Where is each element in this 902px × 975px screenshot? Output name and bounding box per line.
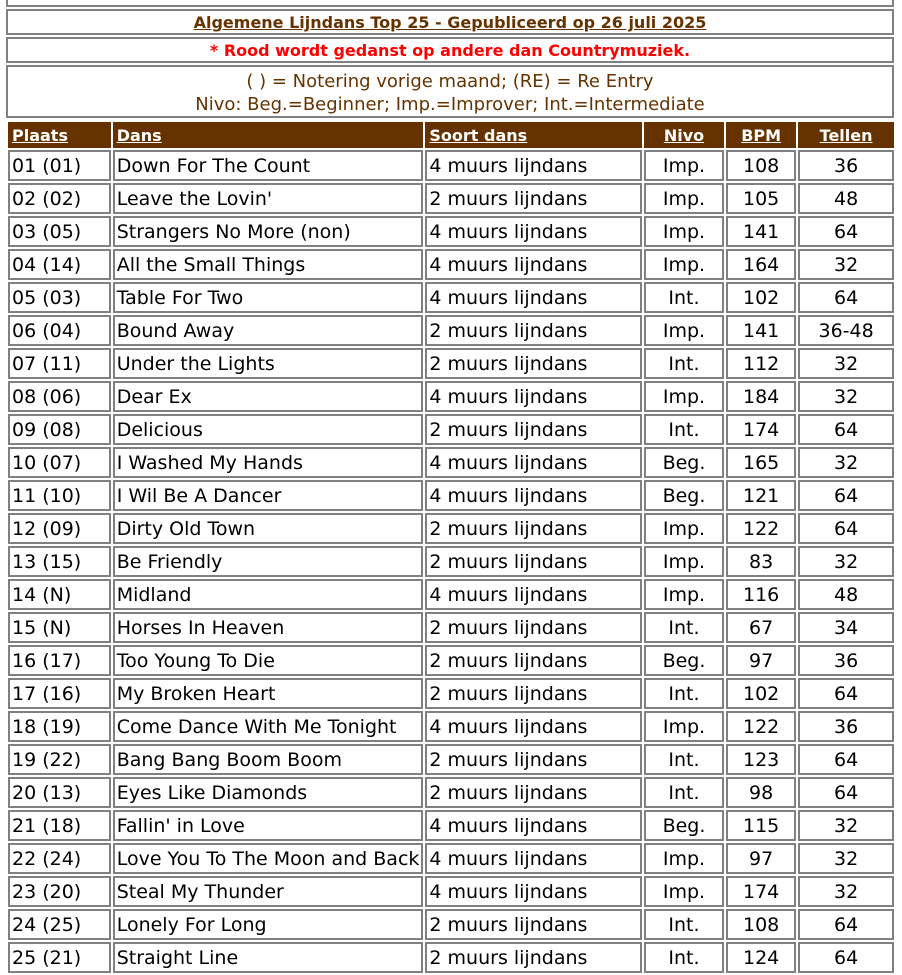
cell-nivo: Imp.: [644, 249, 724, 280]
cell-nivo: Int.: [644, 744, 724, 775]
dance-top25-table: [6, 120, 896, 975]
cell-dans[interactable]: Dirty Old Town: [113, 513, 424, 544]
cell-nivo: Imp.: [644, 315, 724, 346]
table-row: [8, 447, 894, 478]
cell-nivo: Int.: [644, 942, 724, 973]
cell-dans[interactable]: Come Dance With Me Tonight: [113, 711, 424, 742]
table-row: [8, 810, 894, 841]
cell-plaats: 22 (24): [8, 843, 111, 874]
table-row: [8, 348, 894, 379]
cell-bpm: 97: [726, 645, 796, 676]
cell-tellen: 48: [798, 579, 894, 610]
cell-bpm: 164: [726, 249, 796, 280]
cell-dans[interactable]: Bound Away: [113, 315, 424, 346]
cell-tellen: 64: [798, 942, 894, 973]
col-plaats[interactable]: Plaats: [8, 122, 111, 148]
cell-soort-dans: 4 muurs lijndans: [425, 150, 641, 181]
table-row: [8, 744, 894, 775]
cell-bpm: 112: [726, 348, 796, 379]
cell-nivo: Imp.: [644, 843, 724, 874]
cell-dans[interactable]: My Broken Heart: [113, 678, 424, 709]
cell-bpm: 122: [726, 711, 796, 742]
cell-soort-dans: 2 muurs lijndans: [425, 909, 641, 940]
table-row: [8, 183, 894, 214]
cell-tellen: 64: [798, 678, 894, 709]
cell-dans[interactable]: Dear Ex: [113, 381, 424, 412]
col-tellen[interactable]: Tellen: [798, 122, 894, 148]
legend-box: [6, 65, 894, 118]
table-row: [8, 315, 894, 346]
cell-soort-dans: 2 muurs lijndans: [425, 414, 641, 445]
cell-plaats: 20 (13): [8, 777, 111, 808]
cell-bpm: 121: [726, 480, 796, 511]
cell-nivo: Imp.: [644, 579, 724, 610]
table-row: [8, 282, 894, 313]
cell-dans[interactable]: Fallin' in Love: [113, 810, 424, 841]
cell-nivo: Beg.: [644, 645, 724, 676]
col-soort-dans[interactable]: Soort dans: [425, 122, 641, 148]
cell-soort-dans: 2 muurs lijndans: [425, 744, 641, 775]
title-box: [6, 9, 894, 35]
cell-soort-dans: 2 muurs lijndans: [425, 777, 641, 808]
cell-dans[interactable]: Straight Line: [113, 942, 424, 973]
cell-bpm: 102: [726, 282, 796, 313]
cell-soort-dans: 4 muurs lijndans: [425, 876, 641, 907]
cell-soort-dans: 2 muurs lijndans: [425, 645, 641, 676]
cell-nivo: Int.: [644, 777, 724, 808]
table-row: [8, 414, 894, 445]
cell-bpm: 123: [726, 744, 796, 775]
cell-bpm: 116: [726, 579, 796, 610]
cell-nivo: Int.: [644, 612, 724, 643]
cell-soort-dans: 2 muurs lijndans: [425, 612, 641, 643]
red-note: * Rood wordt gedanst op andere dan Countrymuziek.: [209, 41, 691, 60]
cell-tellen: 36-48: [798, 315, 894, 346]
cell-dans[interactable]: Love You To The Moon and Back: [113, 843, 424, 874]
cell-dans[interactable]: I Washed My Hands: [113, 447, 424, 478]
cell-soort-dans: 4 muurs lijndans: [425, 249, 641, 280]
cell-dans[interactable]: Steal My Thunder: [113, 876, 424, 907]
cell-bpm: 108: [726, 150, 796, 181]
cell-nivo: Imp.: [644, 513, 724, 544]
cell-bpm: 141: [726, 216, 796, 247]
cell-plaats: 18 (19): [8, 711, 111, 742]
col-dans[interactable]: Dans: [113, 122, 424, 148]
cell-dans[interactable]: Too Young To Die: [113, 645, 424, 676]
cell-tellen: 64: [798, 480, 894, 511]
table-row: [8, 546, 894, 577]
cell-bpm: 108: [726, 909, 796, 940]
cell-plaats: 19 (22): [8, 744, 111, 775]
cell-plaats: 02 (02): [8, 183, 111, 214]
cell-bpm: 124: [726, 942, 796, 973]
cell-nivo: Imp.: [644, 546, 724, 577]
cell-bpm: 165: [726, 447, 796, 478]
cell-plaats: 25 (21): [8, 942, 111, 973]
cell-nivo: Imp.: [644, 150, 724, 181]
top-border-strip: [6, 0, 894, 7]
table-row: [8, 612, 894, 643]
cell-plaats: 21 (18): [8, 810, 111, 841]
cell-plaats: 01 (01): [8, 150, 111, 181]
cell-soort-dans: 4 muurs lijndans: [425, 810, 641, 841]
cell-dans[interactable]: Down For The Count: [113, 150, 424, 181]
cell-plaats: 07 (11): [8, 348, 111, 379]
cell-soort-dans: 4 muurs lijndans: [425, 843, 641, 874]
table-row: [8, 909, 894, 940]
cell-nivo: Imp.: [644, 876, 724, 907]
cell-plaats: 10 (07): [8, 447, 111, 478]
cell-tellen: 48: [798, 183, 894, 214]
table-header-row: [8, 122, 894, 148]
cell-soort-dans: 2 muurs lijndans: [425, 183, 641, 214]
cell-tellen: 36: [798, 150, 894, 181]
cell-bpm: 102: [726, 678, 796, 709]
cell-soort-dans: 2 muurs lijndans: [425, 942, 641, 973]
cell-bpm: 122: [726, 513, 796, 544]
cell-tellen: 34: [798, 612, 894, 643]
cell-tellen: 32: [798, 249, 894, 280]
cell-nivo: Int.: [644, 348, 724, 379]
cell-tellen: 36: [798, 711, 894, 742]
cell-dans[interactable]: Be Friendly: [113, 546, 424, 577]
cell-plaats: 11 (10): [8, 480, 111, 511]
cell-tellen: 64: [798, 282, 894, 313]
legend-line-1: ( ) = Notering vorige maand; (RE) = Re Entry: [246, 71, 654, 92]
cell-nivo: Beg.: [644, 480, 724, 511]
cell-dans[interactable]: Strangers No More (non): [113, 216, 424, 247]
table-row: [8, 480, 894, 511]
table-row: [8, 381, 894, 412]
cell-nivo: Imp.: [644, 183, 724, 214]
col-nivo[interactable]: Nivo: [644, 122, 724, 148]
cell-plaats: 12 (09): [8, 513, 111, 544]
page-title: Algemene Lijndans Top 25 - Gepubliceerd op 26 juli 2025: [193, 13, 707, 32]
cell-dans[interactable]: Leave the Lovin': [113, 183, 424, 214]
cell-plaats: 15 (N): [8, 612, 111, 643]
cell-soort-dans: 4 muurs lijndans: [425, 480, 641, 511]
cell-tellen: 32: [798, 447, 894, 478]
cell-soort-dans: 4 muurs lijndans: [425, 447, 641, 478]
cell-soort-dans: 2 muurs lijndans: [425, 348, 641, 379]
cell-plaats: 04 (14): [8, 249, 111, 280]
cell-plaats: 17 (16): [8, 678, 111, 709]
cell-tellen: 64: [798, 744, 894, 775]
cell-nivo: Int.: [644, 909, 724, 940]
cell-soort-dans: 4 muurs lijndans: [425, 282, 641, 313]
cell-bpm: 141: [726, 315, 796, 346]
table-row: [8, 942, 894, 973]
cell-soort-dans: 4 muurs lijndans: [425, 216, 641, 247]
cell-plaats: 13 (15): [8, 546, 111, 577]
cell-bpm: 174: [726, 876, 796, 907]
cell-tellen: 64: [798, 909, 894, 940]
table-row: [8, 711, 894, 742]
cell-bpm: 174: [726, 414, 796, 445]
cell-dans[interactable]: Table For Two: [113, 282, 424, 313]
cell-tellen: 64: [798, 513, 894, 544]
cell-nivo: Imp.: [644, 216, 724, 247]
table-row: [8, 843, 894, 874]
cell-tellen: 32: [798, 843, 894, 874]
cell-tellen: 32: [798, 381, 894, 412]
cell-plaats: 24 (25): [8, 909, 111, 940]
cell-soort-dans: 4 muurs lijndans: [425, 579, 641, 610]
table-row: [8, 777, 894, 808]
cell-dans[interactable]: Horses In Heaven: [113, 612, 424, 643]
cell-tellen: 36: [798, 645, 894, 676]
col-bpm[interactable]: BPM: [726, 122, 796, 148]
cell-tellen: 64: [798, 777, 894, 808]
cell-plaats: 08 (06): [8, 381, 111, 412]
table-row: [8, 645, 894, 676]
cell-plaats: 05 (03): [8, 282, 111, 313]
legend-line-2: Nivo: Beg.=Beginner; Imp.=Improver; Int.=Intermediate: [195, 94, 705, 115]
cell-tellen: 32: [798, 348, 894, 379]
cell-soort-dans: 2 muurs lijndans: [425, 513, 641, 544]
red-note-box: [6, 37, 894, 63]
cell-soort-dans: 2 muurs lijndans: [425, 315, 641, 346]
cell-nivo: Beg.: [644, 447, 724, 478]
table-row: [8, 513, 894, 544]
table-row: [8, 216, 894, 247]
cell-dans[interactable]: Midland: [113, 579, 424, 610]
cell-plaats: 14 (N): [8, 579, 111, 610]
cell-dans[interactable]: I Wil Be A Dancer: [113, 480, 424, 511]
cell-dans[interactable]: Eyes Like Diamonds: [113, 777, 424, 808]
cell-dans[interactable]: Delicious: [113, 414, 424, 445]
cell-nivo: Beg.: [644, 810, 724, 841]
cell-bpm: 115: [726, 810, 796, 841]
cell-plaats: 06 (04): [8, 315, 111, 346]
cell-bpm: 83: [726, 546, 796, 577]
table-row: [8, 579, 894, 610]
cell-tellen: 32: [798, 546, 894, 577]
cell-dans[interactable]: All the Small Things: [113, 249, 424, 280]
cell-bpm: 105: [726, 183, 796, 214]
cell-plaats: 09 (08): [8, 414, 111, 445]
table-body: [8, 150, 894, 973]
table-row: [8, 876, 894, 907]
cell-nivo: Int.: [644, 282, 724, 313]
cell-plaats: 03 (05): [8, 216, 111, 247]
cell-bpm: 184: [726, 381, 796, 412]
cell-bpm: 97: [726, 843, 796, 874]
cell-dans[interactable]: Lonely For Long: [113, 909, 424, 940]
cell-tellen: 64: [798, 414, 894, 445]
table-row: [8, 150, 894, 181]
cell-plaats: 23 (20): [8, 876, 111, 907]
cell-nivo: Int.: [644, 678, 724, 709]
table-row: [8, 249, 894, 280]
cell-soort-dans: 4 muurs lijndans: [425, 711, 641, 742]
cell-tellen: 32: [798, 810, 894, 841]
cell-soort-dans: 2 muurs lijndans: [425, 678, 641, 709]
cell-bpm: 67: [726, 612, 796, 643]
cell-dans[interactable]: Under the Lights: [113, 348, 424, 379]
cell-soort-dans: 4 muurs lijndans: [425, 381, 641, 412]
cell-dans[interactable]: Bang Bang Boom Boom: [113, 744, 424, 775]
cell-bpm: 98: [726, 777, 796, 808]
table-row: [8, 678, 894, 709]
cell-plaats: 16 (17): [8, 645, 111, 676]
cell-nivo: Imp.: [644, 381, 724, 412]
cell-nivo: Imp.: [644, 711, 724, 742]
cell-tellen: 32: [798, 876, 894, 907]
cell-nivo: Int.: [644, 414, 724, 445]
cell-soort-dans: 2 muurs lijndans: [425, 546, 641, 577]
cell-tellen: 64: [798, 216, 894, 247]
